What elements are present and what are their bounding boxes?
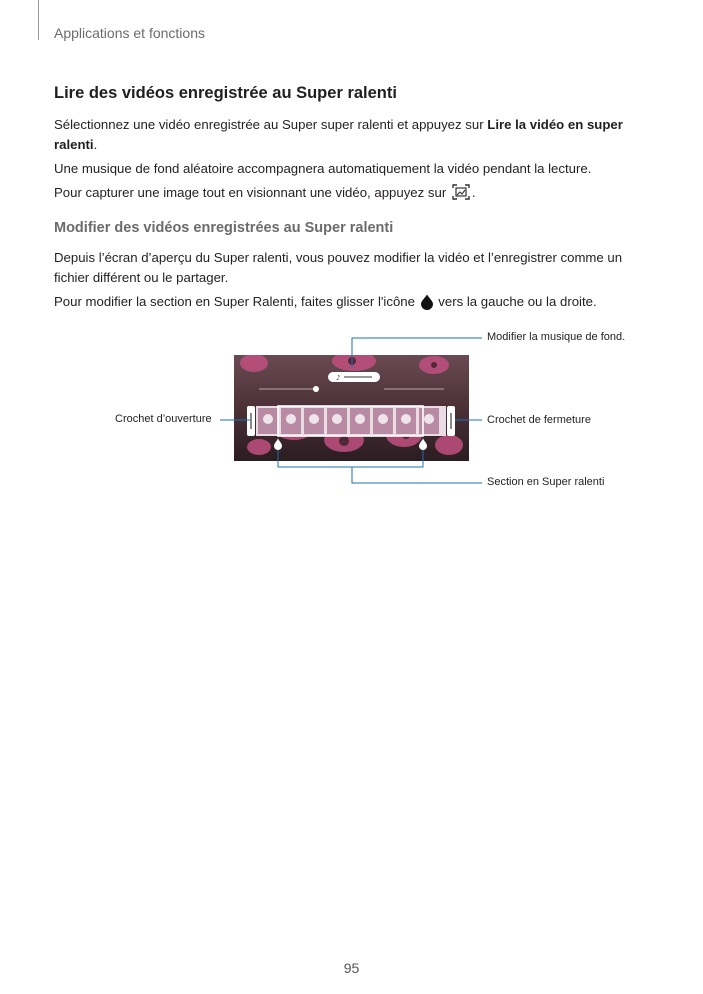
callout-closing-bracket: Crochet de fermeture	[487, 414, 591, 426]
paragraph-text: Pour capturer une image tout en visionnant une vidéo, appuyez sur	[54, 185, 450, 200]
paragraph-end: .	[93, 137, 98, 152]
page-number: 95	[343, 960, 360, 976]
paragraph-background-music: Une musique de fond aléatoire accompagnera automatiquement la vidéo pendant la lecture.	[54, 161, 592, 176]
paragraph-end: .	[471, 185, 476, 200]
figure-editor	[0, 320, 703, 510]
paragraph-preview: Depuis l’écran d’aperçu du Super ralenti, vous pouvez modifier la vidéo et l’enregistrer comme un fichier différent ou le partager.	[54, 250, 623, 285]
page-title: Lire des vidéos enregistrée au Super ralenti	[54, 84, 397, 102]
drop-icon	[420, 294, 434, 316]
section-header: Applications et fonctions	[54, 25, 205, 41]
paragraph-text: Sélectionnez une vidéo enregistrée au Super super ralenti et appuyez sur	[54, 117, 488, 132]
callout-slowmo-section: Section en Super ralenti	[487, 476, 605, 488]
header-rule	[38, 0, 39, 40]
paragraph-text: Pour modifier la section en Super Ralenti, faites glisser l'icône	[54, 294, 419, 309]
paragraph-select-video	[54, 115, 654, 155]
music-note-icon: ♪	[336, 374, 341, 382]
section-subtitle: Modifier des vidéos enregistrées au Super ralenti	[54, 220, 394, 236]
paragraph-end: vers la gauche ou la droite.	[434, 294, 597, 309]
callout-opening-bracket: Crochet d’ouverture	[115, 413, 212, 425]
callout-background-music: Modifier la musique de fond.	[487, 331, 626, 343]
capture-icon	[451, 183, 471, 207]
paragraph-drag-icon	[54, 292, 654, 316]
paragraph-capture	[54, 183, 654, 207]
play-super-slowmo-label: Lire la vidéo en super ralenti	[54, 117, 623, 152]
